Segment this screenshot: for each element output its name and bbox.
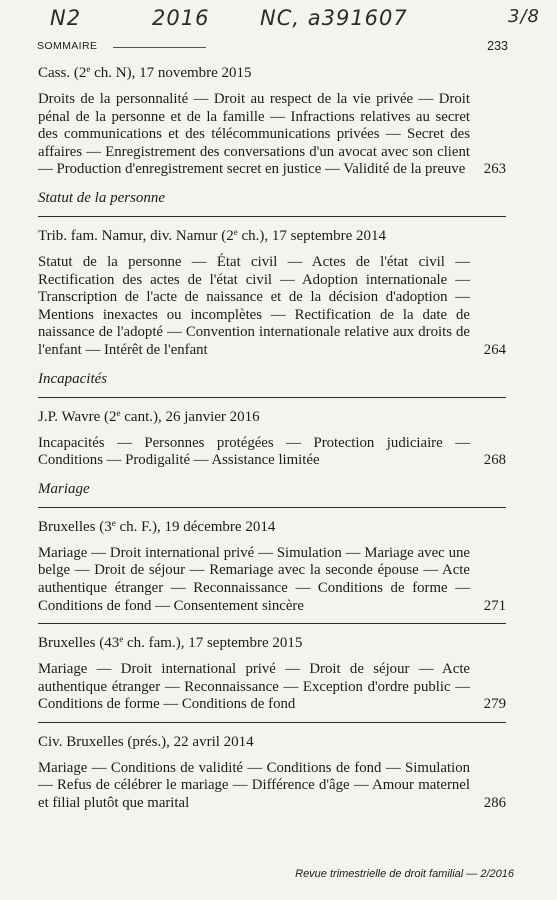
entry-page-number: 271 <box>483 597 506 614</box>
page-number: 233 <box>487 39 508 53</box>
section-heading: Mariage <box>38 480 90 497</box>
handwritten-note: NC, a391607 <box>260 6 408 30</box>
handwritten-note: 3/8 <box>508 6 540 27</box>
entry-page-number: 264 <box>483 341 506 358</box>
section-heading: Statut de la personne <box>38 189 166 206</box>
toc-entry <box>38 64 506 179</box>
entry-keywords: Mariage — Conditions de validité — Conditions de fond — Simulation — Refus de célébrer le mariage — Différence d'âge — Amour maternel et filial plutôt que marital <box>38 759 470 812</box>
table-of-contents <box>38 64 506 813</box>
header-rule <box>113 47 206 48</box>
handwritten-note: N2 <box>50 6 82 30</box>
entry-keywords: Mariage — Droit international privé — Droit de séjour — Acte authentique étranger — Reconnaissance — Exception d'ordre public — Conditions de forme — Conditions de fond <box>38 661 470 713</box>
divider <box>38 722 506 723</box>
entry-page-number: 268 <box>483 452 506 469</box>
handwritten-note: 2016 <box>152 6 210 30</box>
divider <box>38 507 506 508</box>
entry-keywords: Droits de la personnalité — Droit au respect de la vie privée — Droit pénal de la personne et de la famille — Infractions relatives au secret des communications et des télécommunications privées — Secret des affaires — Enregistrement des conversations d'un avocat avec son client — Production d'enregistrement secret en justice — Validité de la preuve <box>38 91 470 178</box>
handwritten-annotations <box>0 4 557 40</box>
toc-entry <box>38 634 506 714</box>
toc-entry <box>38 518 506 615</box>
entry-court: J.P. Wavre (2e cant.), 26 janvier 2016 <box>38 407 260 425</box>
header-title: SOMMAIRE <box>37 40 98 52</box>
toc-entry <box>38 408 506 470</box>
page-header <box>37 39 508 57</box>
entry-keywords: Statut de la personne — État civil — Actes de l'état civil — Rectification des actes de l'état civil — Adoption internationale — Transcription de l'acte de naissance et de la décision d'adoption — Mentions inexactes ou incomplètes — Rectification de la date de naissance de l'adopté — Convention internationale relative aux droits de l'enfant — Intérêt de l'enfant <box>38 253 470 358</box>
section-heading: Incapacités <box>38 370 108 387</box>
entry-court: Bruxelles (43e ch. fam.), 17 septembre 2015 <box>38 634 303 652</box>
entry-court: Civ. Bruxelles (prés.), 22 avril 2014 <box>38 733 254 750</box>
journal-footer: Revue trimestrielle de droit familial — 2/2016 <box>295 868 514 880</box>
entry-court: Trib. fam. Namur, div. Namur (2e ch.), 17 septembre 2014 <box>38 226 387 244</box>
entry-court: Cass. (2e ch. N), 17 novembre 2015 <box>38 64 252 81</box>
toc-entry <box>38 227 506 360</box>
divider <box>38 397 506 398</box>
entry-keywords: Incapacités — Personnes protégées — Protection judiciaire — Conditions — Prodigalité — Assistance limitée <box>38 434 470 469</box>
entry-page-number: 286 <box>483 795 506 812</box>
entry-page-number: 263 <box>483 161 506 178</box>
entry-court: Bruxelles (3e ch. F.), 19 décembre 2014 <box>38 517 276 535</box>
toc-entry <box>38 733 506 813</box>
entry-page-number: 279 <box>483 696 506 713</box>
divider <box>38 216 506 217</box>
entry-keywords: Mariage — Droit international privé — Simulation — Mariage avec une belge — Droit de séjour — Remariage avec la seconde épouse — Acte authentique étranger — Reconnaissance — Conditions de forme — Conditions de fond — Consentement sincère <box>38 544 470 614</box>
divider <box>38 623 506 624</box>
